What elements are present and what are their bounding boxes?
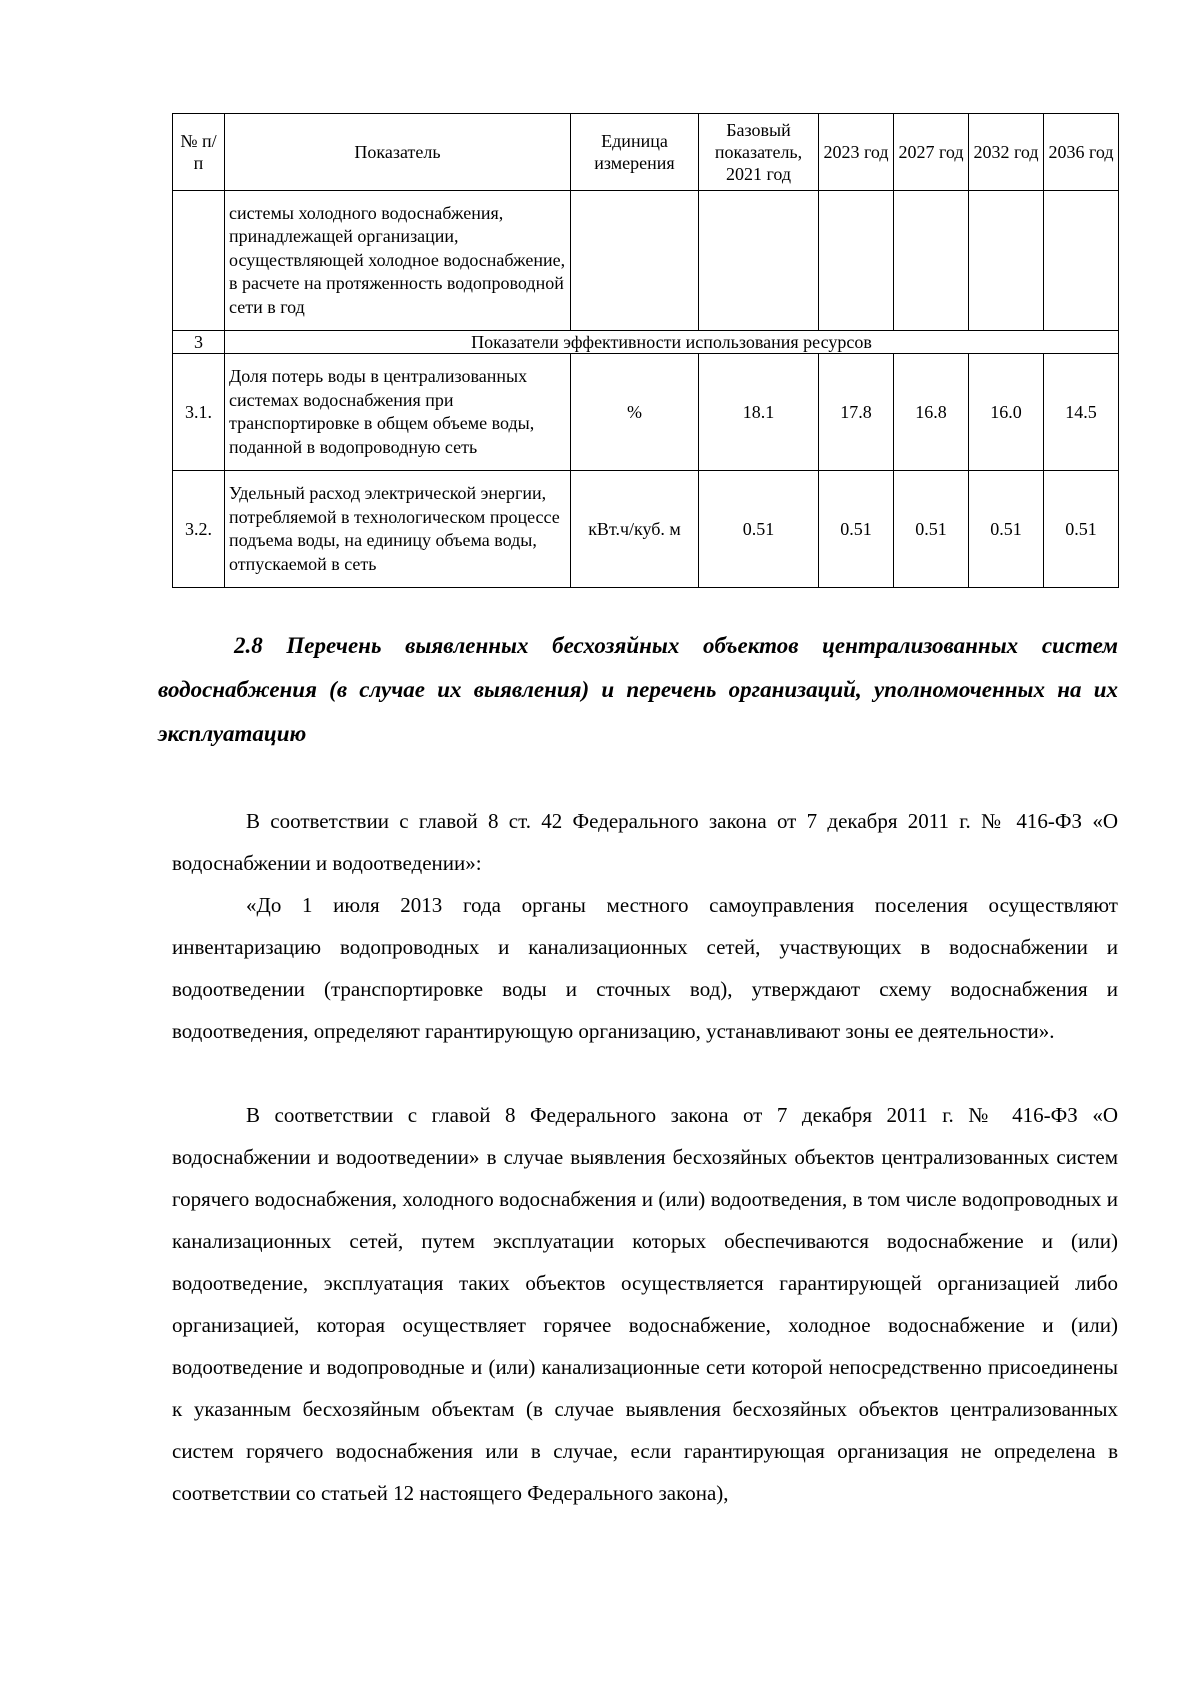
row-base: 18.1 [699, 354, 819, 471]
row-num: 3.2. [173, 471, 225, 588]
table-section-row [173, 331, 1119, 354]
paragraph-2-text: «До 1 июля 2013 года органы местного самоуправления поселения осуществляют инвентаризацию водопроводных и канализационных сетей, участвующих в водоснабжении и водоотведении (транспортировке воды и сточных вод), утверждают схему водоснабжения и водоотведения, определяют гарантирующую организацию, устанавливают зоны ее деятельности». [172, 893, 1118, 1043]
row-2027: 16.8 [894, 354, 969, 471]
row-2027: 0.51 [894, 471, 969, 588]
row-num: 3.1. [173, 354, 225, 471]
row-unit: % [571, 354, 699, 471]
row-base: 0.51 [699, 471, 819, 588]
paragraph-3 [172, 1094, 1118, 1514]
header-2036: 2036 год [1044, 114, 1119, 191]
header-2023: 2023 год [819, 114, 894, 191]
cell-2027 [894, 191, 969, 331]
cell-2032 [969, 191, 1044, 331]
paragraph-2 [172, 884, 1118, 1052]
table-row [173, 471, 1119, 588]
row-indicator: Удельный расход электрической энергии, потребляемой в технологическом процессе подъема воды, на единицу объема воды, отпускаемой в сеть [225, 471, 571, 588]
cell-2023 [819, 191, 894, 331]
row-2023: 0.51 [819, 471, 894, 588]
paragraph-3-text: В соответствии с главой 8 Федерального закона от 7 декабря 2011 г. № 416-ФЗ «О водоснабжении и водоотведении» в случае выявления бесхозяйных объектов централизованных систем горячего водоснабжения, холодного водоснабжения и (или) водоотведения, в том числе водопроводных и канализационных сетей, путем эксплуатации которых обеспечиваются водоснабжение и (или) водоотведение, эксплуатация таких объектов осуществляется гарантирующей организацией либо организацией, которая осуществляет горячее водоснабжение, холодное водоснабжение и (или) водоотведение и водопроводные и (или) канализационные сети которой непосредственно присоединены к указанным бесхозяйным объектам (в случае выявления бесхозяйных объектов централизованных систем горячего водоснабжения или в случае, если гарантирующая организация не определена в соответствии со статьей 12 настоящего Федерального закона), [172, 1103, 1118, 1505]
table-row [173, 354, 1119, 471]
cell-unit [571, 191, 699, 331]
row-2036: 0.51 [1044, 471, 1119, 588]
cell-num [173, 191, 225, 331]
row-unit: кВт.ч/куб. м [571, 471, 699, 588]
header-2027: 2027 год [894, 114, 969, 191]
section-heading-text: 2.8 Перечень выявленных бесхозяйных объектов централизованных систем водоснабжения (в случае их выявления) и перечень организаций, уполномоченных на их эксплуатацию [158, 633, 1118, 746]
row-2032: 0.51 [969, 471, 1044, 588]
row-2032: 16.0 [969, 354, 1044, 471]
row-indicator: Доля потерь воды в централизованных системах водоснабжения при транспортировке в общем объеме воды, поданной в водопроводную сеть [225, 354, 571, 471]
cell-base [699, 191, 819, 331]
row-2023: 17.8 [819, 354, 894, 471]
paragraph-1 [172, 800, 1118, 884]
header-num: № п/п [173, 114, 225, 191]
table-row-continuation [173, 191, 1119, 331]
header-indicator: Показатель [225, 114, 571, 191]
table-header-row [173, 114, 1119, 191]
cell-indicator: системы холодного водоснабжения, принадлежащей организации, осуществляющей холодное водоснабжение, в расчете на протяженность водопроводной сети в год [225, 191, 571, 331]
header-base: Базовый показатель, 2021 год [699, 114, 819, 191]
header-unit: Единица измерения [571, 114, 699, 191]
section-heading [158, 624, 1118, 756]
indicators-table [172, 113, 1119, 588]
header-2032: 2032 год [969, 114, 1044, 191]
cell-2036 [1044, 191, 1119, 331]
row-2036: 14.5 [1044, 354, 1119, 471]
section-title: Показатели эффективности использования ресурсов [225, 331, 1119, 354]
section-num: 3 [173, 331, 225, 354]
paragraph-1-text: В соответствии с главой 8 ст. 42 Федерального закона от 7 декабря 2011 г. № 416-ФЗ «О водоснабжении и водоотведении»: [172, 809, 1118, 875]
